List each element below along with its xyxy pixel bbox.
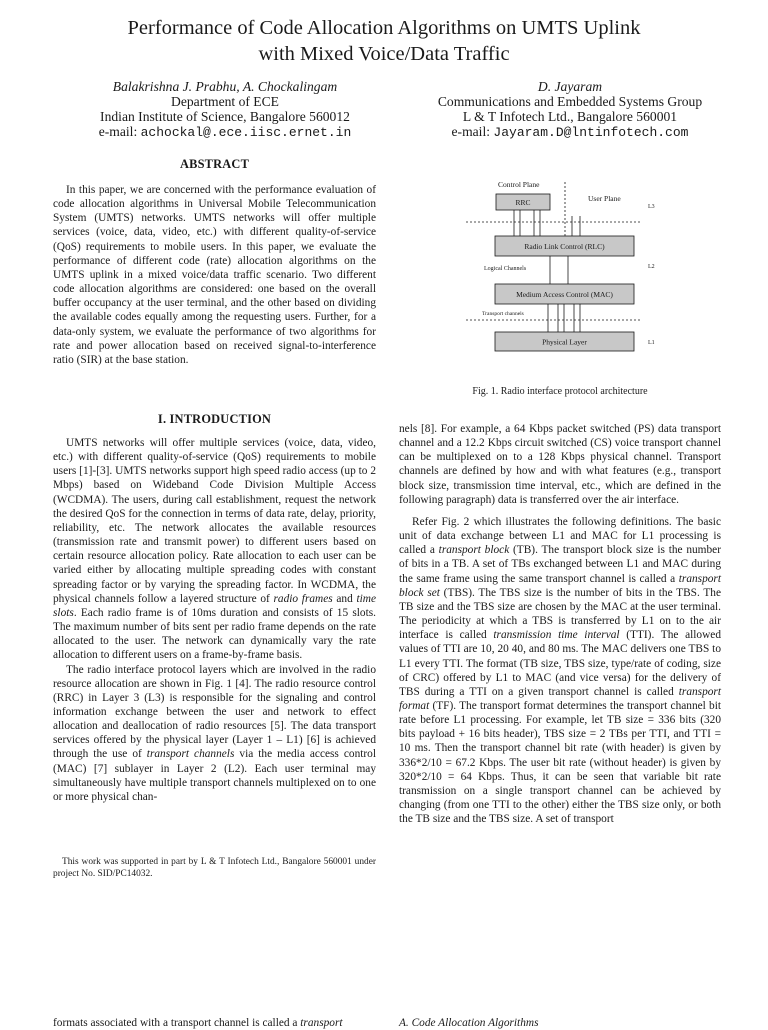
intro-paragraph-3	[399, 515, 721, 826]
mac-label: Medium Access Control (MAC)	[516, 290, 613, 299]
text-run: (TBS). The TBS size is the number of bits in the TBS. The TB size and the TBS size are chosen by the MAC at the user terminal. The periodicity at which a TBS is transferred by L1 on to the air interface is called	[399, 586, 721, 642]
intro-paragraph-1	[53, 436, 376, 663]
logical-channels-label: Logical Channels	[484, 266, 527, 272]
l2-label: L2	[648, 264, 655, 270]
author-block-right	[395, 79, 745, 140]
abstract-heading: ABSTRACT	[179, 157, 250, 171]
abstract-body	[53, 183, 376, 367]
l3-label: L3	[648, 204, 655, 210]
rrc-label: RRC	[515, 198, 531, 207]
emphasis-run: transport block	[438, 544, 510, 557]
introduction-heading: I. INTRODUCTION	[157, 412, 272, 426]
footnote-text: This work was supported in part by L & T Infotech Ltd., Bangalore 560001 under project No. SID/PC14032.	[53, 857, 376, 879]
user-plane-label: User Plane	[588, 194, 621, 203]
text-run: (TB). The transport block size is the number of bits in a TB. A set of TBs exchanged between L1 and MAC during the same frame using the same transport channel is called a	[399, 544, 721, 585]
text-run: The radio interface protocol layers which are involved in the radio resource allocation are shown in Fig. 1 [4]. The radio resource control (RRC) in Layer 3 (L3) is responsible for the signaling and control information exchange between the user and network to effect allocation and deallocation of radio resources [5]. The data transport services offered by the physical layer (Layer 1 – L1) [6] is achieved through the use of	[53, 663, 376, 761]
author-institution: L & T Infotech Ltd., Bangalore 560001	[462, 109, 678, 124]
text-run: and	[332, 592, 357, 605]
author-email: Jayaram.D@lntinfotech.com	[493, 125, 689, 140]
protocol-architecture-figure	[460, 176, 670, 356]
emphasis-run: transport block set	[399, 572, 721, 599]
emphasis-run: time slots	[53, 592, 376, 619]
emphasis-run: radio frames	[273, 592, 333, 605]
text-run: . Each radio frame is of 10ms duration and consists of 15 slots. The maximum number of bits sent per radio frame depends on the rate allocated to the user. The network can dynamically vary the rate allocation to different users on a frame-by-frame basis.	[53, 606, 376, 662]
text-run: UMTS networks will offer multiple services (voice, data, video, etc.) with different quality-of-service (QoS) requirements to mobile users [1]-[3]. UMTS networks support high speed radio access (up to 2 Mbps) based on Wideband Code Division Multiple Access (WCDMA). The users, during call establishment, request the network the desired QoS for the connection in terms of data rate, delay, priority, reliability, etc. The network allocates the available resources (transmission rate and transmit power) to different users based on certain resource allocation policy. Rate allocation to each user can be varied either by allocating multiple spreading codes with constant spreading factor or by varying the spreading factor. In WCDMA, the physical channels follow a layered structure of	[53, 437, 376, 605]
email-label: e-mail:	[98, 124, 141, 139]
author-institution: Indian Institute of Science, Bangalore 560012	[100, 109, 350, 124]
title-line-2: with Mixed Voice/Data Traffic	[258, 43, 510, 65]
title-line-1: Performance of Code Allocation Algorithms on UMTS Uplink	[127, 17, 641, 39]
text-run: (TTI). The allowed values of TTI are 10, 20 40, and 80 ms. The MAC delivers one TBS to L1 every TTI. The format (TB size, TBS size, type/rate of coding, size of CRC) offered by L1 to MAC (and vice versa) for the delivery of TBS during a TTI on a given transport channel is called	[399, 629, 722, 698]
intro-left-column	[53, 436, 376, 804]
author-department: Department of ECE	[171, 94, 279, 109]
author-department: Communications and Embedded Systems Group	[437, 94, 703, 109]
footnote	[53, 857, 376, 880]
rlc-label: Radio Link Control (RLC)	[524, 242, 605, 251]
text-run: formats associated with a transport channel is called a	[53, 1017, 301, 1029]
subsection-heading: A. Code Allocation Algorithms	[399, 1017, 539, 1029]
email-label: e-mail:	[451, 124, 494, 139]
text-run: via the media access control (MAC) [7] sublayer in Layer 2 (L2). Each user terminal may simultaneously have multiple transport channels multiplexed on to one or more physical chan-	[53, 748, 376, 803]
figure-caption: Fig. 1. Radio interface protocol architecture	[472, 386, 648, 397]
intro-paragraph-2	[53, 663, 376, 805]
emphasis-run: transport	[300, 1017, 343, 1029]
author-block-left	[50, 79, 400, 140]
author-email-line	[50, 124, 400, 140]
control-plane-label: Control Plane	[498, 180, 540, 189]
author-names: D. Jayaram	[537, 79, 603, 94]
paper-title	[60, 15, 708, 67]
emphasis-run: transport format	[399, 685, 721, 712]
physical-layer-label: Physical Layer	[542, 337, 587, 347]
text-run: Refer Fig. 2 which illustrates the following definitions. The basic unit of data exchange between L1 and MAC for L1 processing is called a	[399, 515, 721, 557]
left-column-next-line	[53, 1016, 343, 1030]
emphasis-run: transport channels	[146, 748, 235, 761]
intro-right-column	[399, 422, 721, 826]
author-email: achockal@.ece.iisc.ernet.in	[140, 125, 352, 140]
intro-paragraph-2-continued: nels [8]. For example, a 64 Kbps packet switched (PS) data transport channel and a 12.2 Kbps circuit switched (CS) voice transport channel can be multiplexed on to a 128 Kbps physical channel. Transport channels are defined by how and with what features (e.g., transport block size, transmission time interval, etc., which are defined in the following paragraph) data is transferred over the air interface.	[399, 423, 721, 506]
text-run: (TF). The transport format determines the transport channel bit rate before L1 processing. For example, let TB size = 336 bits (320 bits payload + 16 bits header), TBS size = 2 TBs per TTI, and TTI = 10 ms. Then the transport channel bit rate (with header) is given by 336*2/10 = 67.2 Kbps. The user bit rate (without header) is given by 320*2/10 = 64 Kbps. Thus, it can be seen that variable bit rate transmission on a single transport channel can be achieved by changing (from one TTI to the other) either the TBS size only, or both the TB size and the TBS size. A set of transport	[399, 699, 721, 826]
l1-label: L1	[648, 340, 655, 346]
emphasis-run: transmission time interval	[493, 629, 620, 642]
abstract-text: In this paper, we are concerned with the performance evaluation of code allocation algorithms in Universal Mobile Telecommunication System (UMTS) networks. UMTS networks will offer multiple services (voice, data, video, etc.) with different quality-of-service (QoS) requirements to mobile users. In this paper, we evaluate the performance of different code (rate) allocation algorithms on the UMTS uplink in a mixed voice/data traffic scenario. Two different code allocation algorithms are considered: one based on the overall buffer occupancy at the user terminal, and the other based on dividing the available codes equally among the requesting users. Further, for a data-only system, we evaluate the performance of two algorithms for rate and power allocation based on received signal-to-interference ratio (SIR) at the base station.	[53, 184, 376, 366]
author-email-line	[395, 124, 745, 140]
author-names: Balakrishna J. Prabhu, A. Chockalingam	[112, 79, 338, 94]
transport-channels-label: Transport channels	[482, 311, 524, 317]
